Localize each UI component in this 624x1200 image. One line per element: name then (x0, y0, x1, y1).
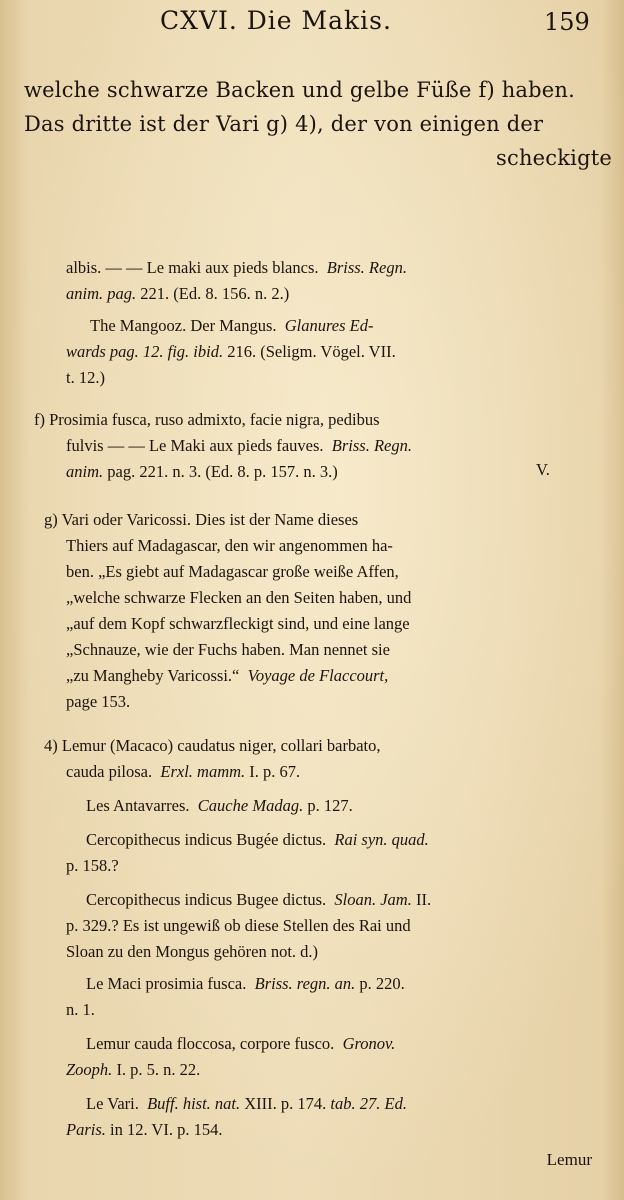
footnote-line: Zooph. I. p. 5. n. 22. (66, 1060, 201, 1079)
main-text-line: Das dritte ist der Vari g) 4), der von einigen der (24, 112, 544, 136)
footnote-line: cauda pilosa. Erxl. mamm. I. p. 67. (66, 762, 301, 781)
footnote-line: „Schnauze, wie der Fuchs haben. Man nennet sie (66, 640, 390, 659)
footnote-line: „auf dem Kopf schwarzfleckigt sind, und eine lange (66, 614, 410, 633)
footnote-line: ben. „Es giebt auf Madagascar große weiße Affen, (66, 562, 399, 581)
footnote-line: p. 329.? Es ist ungewiß ob diese Stellen des Rai und (66, 916, 411, 935)
footnote-line: f) Prosimia fusca, ruso admixto, facie nigra, pedibus (34, 410, 380, 429)
footnote-line: Le Vari. Buff. hist. nat. XIII. p. 174. tab. 27. Ed. (86, 1094, 407, 1113)
catchword: Lemur (546, 1150, 592, 1169)
footnote-line: Cercopithecus indicus Bugée dictus. Rai syn. quad. (86, 830, 429, 849)
footnote-line: anim. pag. 221. n. 3. (Ed. 8. p. 157. n. 3.) (66, 462, 338, 481)
footnote-line: p. 158.? (66, 856, 119, 875)
footnote-signature: V. (536, 460, 550, 479)
footnote-line: albis. — — Le maki aux pieds blancs. Briss. Regn. (66, 258, 407, 277)
footnote-line: The Mangooz. Der Mangus. Glanures Ed- (90, 316, 374, 335)
footnote-line: fulvis — — Le Maki aux pieds fauves. Briss. Regn. (66, 436, 412, 455)
footnote-line: anim. pag. 221. (Ed. 8. 156. n. 2.) (66, 284, 290, 303)
main-text-line: scheckigte (496, 146, 613, 170)
footnote-line: t. 12.) (66, 368, 105, 387)
page-number: 159 (544, 8, 590, 36)
footnote-line: Cercopithecus indicus Bugee dictus. Sloan. Jam. II. (86, 890, 432, 909)
footnote-line: page 153. (66, 692, 131, 711)
footnote-line: wards pag. 12. fig. ibid. 216. (Seligm. Vögel. VII. (66, 342, 396, 361)
running-head-title: CXVI. Die Makis. (160, 6, 392, 35)
footnote-line: Les Antavarres. Cauche Madag. p. 127. (86, 796, 353, 815)
footnote-line: Sloan zu den Mongus gehören not. d.) (66, 942, 319, 961)
footnote-line: g) Vari oder Varicossi. Dies ist der Name dieses (44, 510, 359, 529)
footnote-line: Le Maci prosimia fusca. Briss. regn. an. p. 220. (86, 974, 405, 993)
footnote-line: 4) Lemur (Macaco) caudatus niger, collari barbato, (44, 736, 381, 755)
footnote-line: n. 1. (66, 1000, 95, 1019)
footnote-line: „welche schwarze Flecken an den Seiten haben, und (66, 588, 412, 607)
main-text-line: welche schwarze Backen und gelbe Füße f) haben. (24, 78, 576, 102)
footnote-line: „zu Mangheby Varicossi.“ Voyage de Flaccourt, (66, 666, 389, 685)
footnote-line: Paris. in 12. VI. p. 154. (66, 1120, 223, 1139)
footnote-line: Thiers auf Madagascar, den wir angenommen ha- (66, 536, 393, 555)
footnote-line: Lemur cauda floccosa, corpore fusco. Gronov. (86, 1034, 396, 1053)
